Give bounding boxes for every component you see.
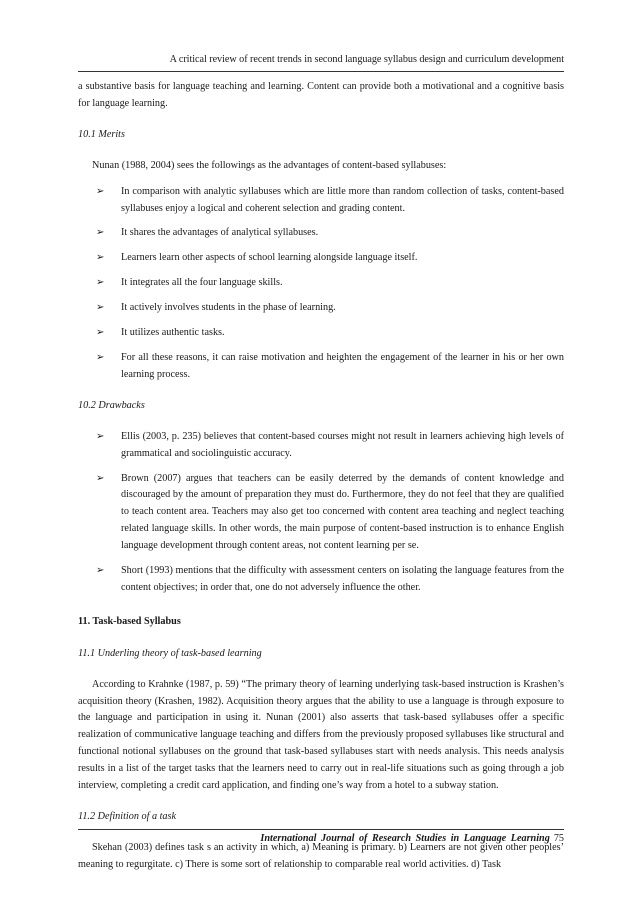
theory-paragraph: According to Krahnke (1987, p. 59) “The primary theory of learning underlying task-based instruction is Krashen’s acquisition theory (Krashen, 1982). Acquisition theory argues that the ability to use a language is through exposure to the language and participation in using it. Nunan (2001) also asserts that task-based syllabuses offer a specific realization of communicative language teaching and differs from the previously proposed syllabuses like structural and functional notional syllabuses on the ground that task-based syllabuses start with needs analysis. This needs analysis results in a list of the target tasks that the learners need to carry out in real-life situations such as going through a job interview, completing a credit card application, and finding one’s way from a hotel to a subway station.	[78, 678, 564, 792]
definition-paragraph: Skehan (2003) defines task s an activity in which, a) Meaning is primary. b) Learners are not given other peoples’ meaning to regurgitate. c) There is some sort of relationship to comparable real world activities. d) Task	[78, 841, 564, 870]
merits-list	[78, 184, 564, 384]
running-header: A critical review of recent trends in second language syllabus design and curriculum development	[169, 54, 564, 65]
arrowhead-bullet-icon: ➢	[96, 277, 105, 289]
header-rule	[78, 71, 564, 72]
drawbacks-list	[78, 429, 564, 597]
journal-name: International Journal of Research Studies in Language Learning	[260, 833, 550, 844]
arrowhead-bullet-icon: ➢	[96, 327, 105, 339]
arrowhead-bullet-icon: ➢	[96, 565, 105, 577]
arrowhead-bullet-icon: ➢	[96, 472, 105, 484]
arrowhead-bullet-icon: ➢	[96, 430, 105, 442]
section-10-1-heading: 10.1 Merits	[78, 128, 125, 140]
list-item: ➢ Ellis (2003, p. 235) believes that content-based courses might not result in learners achieving high levels of grammatical and sociolinguistic accuracy.	[96, 430, 564, 459]
list-item: ➢ It shares the advantages of analytical syllabuses.	[78, 225, 564, 242]
arrowhead-bullet-icon: ➢	[96, 227, 105, 239]
list-item: ➢ It integrates all the four language skills.	[78, 275, 564, 292]
merits-intro: Nunan (1988, 2004) sees the followings as the advantages of content-based syllabuses:	[92, 159, 447, 171]
continuation-paragraph: a substantive basis for language teaching and learning. Content can provide both a motivational and a cognitive basis for language learning.	[78, 81, 564, 109]
list-item: ➢ It utilizes authentic tasks.	[78, 325, 564, 342]
section-11-1-heading: 11.1 Underling theory of task-based learning	[78, 647, 262, 659]
arrowhead-bullet-icon: ➢	[96, 252, 105, 264]
arrowhead-bullet-icon: ➢	[96, 185, 105, 197]
list-item: ➢ For all these reasons, it can raise motivation and heighten the engagement of the learner in his or her own learning process.	[96, 351, 564, 380]
list-item: ➢ Learners learn other aspects of school learning alongside language itself.	[78, 250, 564, 267]
page-footer	[78, 833, 564, 844]
footer-rule	[78, 829, 564, 830]
page-number: 75	[553, 833, 564, 844]
section-10-2-heading: 10.2 Drawbacks	[78, 399, 145, 411]
list-item: ➢ Brown (2007) argues that teachers can be easily deterred by the demands of content knowledge and discouraged by the amount of preparation they must do. Furthermore, they do not feel that they are qualified to teach content area. Teachers may also get too concerned with content area teaching and neglect teaching related language skills. In other words, the main purpose of content-based instruction is to enhance English language development through content areas, not content learning per se.	[96, 472, 564, 552]
arrowhead-bullet-icon: ➢	[96, 302, 105, 314]
arrowhead-bullet-icon: ➢	[96, 351, 105, 363]
list-item: ➢ In comparison with analytic syllabuses which are little more than random collection of tasks, content-based syllabuses enjoy a logical and coherent selection and grading content.	[96, 185, 564, 214]
section-11-2-heading: 11.2 Definition of a task	[78, 811, 176, 822]
section-11-heading: 11. Task-based Syllabus	[78, 615, 181, 627]
page-body	[78, 79, 564, 874]
list-item: ➢ Short (1993) mentions that the difficulty with assessment centers on isolating the language features from the content objectives; in order that, one do not adversely influence the other.	[96, 565, 564, 593]
list-item: ➢ It actively involves students in the phase of learning.	[78, 300, 564, 317]
